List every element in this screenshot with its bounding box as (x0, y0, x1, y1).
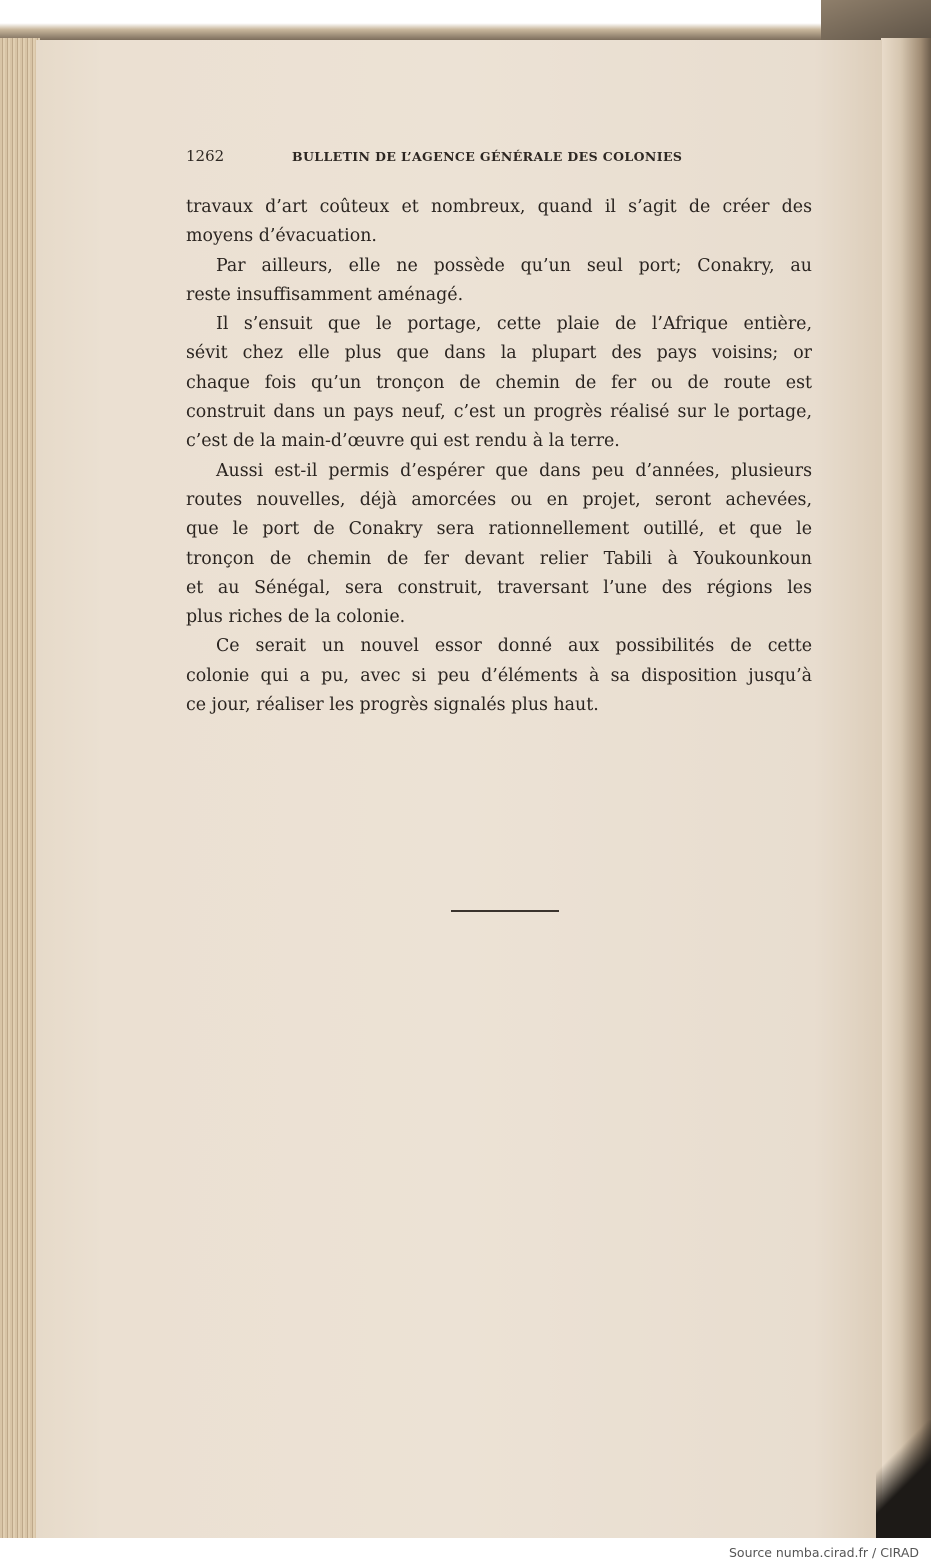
text-line: routes nouvelles, déjà amorcées ou en projet, seront achevées, (186, 489, 812, 510)
book-top-edge (0, 0, 931, 42)
text-line: Aussi est-il permis d’espérer que dans peu d’années, plusieurs (216, 460, 812, 481)
text-line: colonie qui a pu, avec si peu d’éléments à sa disposition jusqu’à (186, 665, 812, 686)
page-number: 1262 (186, 147, 225, 165)
body-text (186, 193, 812, 720)
text-line: ce jour, réaliser les progrès signalés plus haut. (186, 695, 599, 716)
running-head (186, 147, 816, 171)
running-title: BULLETIN DE L’AGENCE GÉNÉRALE DES COLONIES (292, 149, 683, 164)
text-line: reste insuffisamment aménagé. (186, 284, 464, 305)
book-corner (821, 0, 931, 40)
text-line: Il s’ensuit que le portage, cette plaie de l’Afrique entière, (216, 314, 812, 335)
text-line: et au Sénégal, sera construit, traversant l’une des régions les (186, 577, 812, 598)
text-line: construit dans un pays neuf, c’est un progrès réalisé sur le portage, (186, 402, 812, 423)
text-line: travaux d’art coûteux et nombreux, quand il s’agit de créer des (186, 197, 812, 217)
spine-shadow (876, 1420, 931, 1538)
text-line: tronçon de chemin de fer devant relier Tabili à Youkounkoun (186, 548, 812, 569)
right-page-gutter (881, 38, 931, 1538)
source-credit: Source numba.cirad.fr / CIRAD (728, 1545, 919, 1560)
text-line: que le port de Conakry sera rationnellement outillé, et que le (186, 519, 812, 540)
text-line: moyens d’évacuation. (186, 226, 377, 247)
text-line: c’est de la main-d’œuvre qui est rendu à la terre. (186, 431, 620, 452)
text-line: Ce serait un nouvel essor donné aux possibilités de cette (216, 636, 812, 657)
left-page-edges (0, 38, 40, 1538)
text-line: chaque fois qu’un tronçon de chemin de fer ou de route est (186, 372, 812, 393)
text-line: sévit chez elle plus que dans la plupart des pays voisins; or (186, 343, 812, 364)
text-line: Par ailleurs, elle ne possède qu’un seul port; Conakry, au (216, 255, 812, 276)
end-rule (451, 910, 559, 912)
text-line: plus riches de la colonie. (186, 607, 406, 628)
